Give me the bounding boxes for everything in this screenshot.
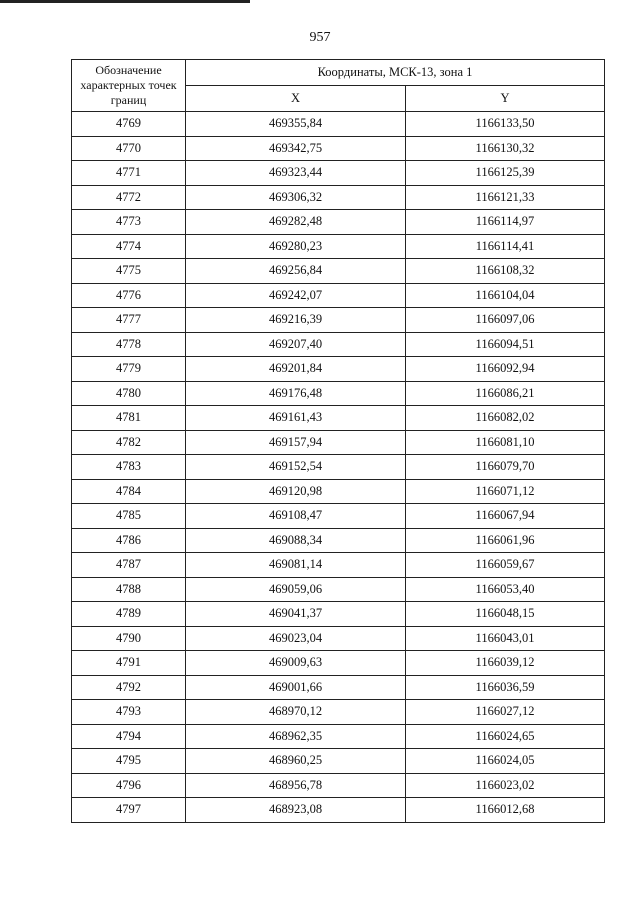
table-row bbox=[72, 112, 605, 137]
table-row bbox=[72, 430, 605, 455]
point-id-cell: 4781 bbox=[72, 406, 186, 431]
x-coordinate-cell: 469120,98 bbox=[186, 479, 406, 504]
point-id-cell: 4770 bbox=[72, 136, 186, 161]
point-id-cell: 4772 bbox=[72, 185, 186, 210]
y-coordinate-cell: 1166082,02 bbox=[406, 406, 605, 431]
table-row bbox=[72, 553, 605, 578]
point-id-cell: 4776 bbox=[72, 283, 186, 308]
point-id-cell: 4783 bbox=[72, 455, 186, 480]
table-row bbox=[72, 185, 605, 210]
x-coordinate-cell: 468970,12 bbox=[186, 700, 406, 725]
y-coordinate-cell: 1166039,12 bbox=[406, 651, 605, 676]
x-coordinate-cell: 469256,84 bbox=[186, 259, 406, 284]
point-id-cell: 4787 bbox=[72, 553, 186, 578]
x-coordinate-cell: 469157,94 bbox=[186, 430, 406, 455]
y-coordinate-cell: 1166079,70 bbox=[406, 455, 605, 480]
table-row bbox=[72, 332, 605, 357]
x-coordinate-cell: 469009,63 bbox=[186, 651, 406, 676]
point-id-cell: 4784 bbox=[72, 479, 186, 504]
point-id-cell: 4769 bbox=[72, 112, 186, 137]
y-coordinate-cell: 1166036,59 bbox=[406, 675, 605, 700]
y-coordinate-cell: 1166081,10 bbox=[406, 430, 605, 455]
table-row bbox=[72, 210, 605, 235]
x-coordinate-cell: 469059,06 bbox=[186, 577, 406, 602]
table-row bbox=[72, 602, 605, 627]
point-id-cell: 4794 bbox=[72, 724, 186, 749]
x-coordinate-cell: 469282,48 bbox=[186, 210, 406, 235]
point-id-cell: 4797 bbox=[72, 798, 186, 823]
y-coordinate-cell: 1166114,97 bbox=[406, 210, 605, 235]
y-coordinate-cell: 1166043,01 bbox=[406, 626, 605, 651]
scan-edge-line bbox=[0, 0, 250, 3]
point-id-cell: 4771 bbox=[72, 161, 186, 186]
table-row bbox=[72, 283, 605, 308]
y-coordinate-cell: 1166133,50 bbox=[406, 112, 605, 137]
y-coordinate-cell: 1166121,33 bbox=[406, 185, 605, 210]
table-row bbox=[72, 504, 605, 529]
table-row bbox=[72, 675, 605, 700]
table-row bbox=[72, 528, 605, 553]
y-coordinate-cell: 1166071,12 bbox=[406, 479, 605, 504]
x-coordinate-cell: 469207,40 bbox=[186, 332, 406, 357]
point-id-cell: 4774 bbox=[72, 234, 186, 259]
y-coordinate-cell: 1166130,32 bbox=[406, 136, 605, 161]
y-coordinate-cell: 1166053,40 bbox=[406, 577, 605, 602]
point-id-cell: 4775 bbox=[72, 259, 186, 284]
point-id-cell: 4789 bbox=[72, 602, 186, 627]
x-coordinate-cell: 468960,25 bbox=[186, 749, 406, 774]
point-id-cell: 4780 bbox=[72, 381, 186, 406]
y-coordinate-cell: 1166027,12 bbox=[406, 700, 605, 725]
page-number: 957 bbox=[309, 30, 331, 45]
table-row bbox=[72, 234, 605, 259]
table-row bbox=[72, 773, 605, 798]
point-id-cell: 4782 bbox=[72, 430, 186, 455]
point-id-cell: 4795 bbox=[72, 749, 186, 774]
x-coordinate-cell: 469001,66 bbox=[186, 675, 406, 700]
point-id-cell: 4773 bbox=[72, 210, 186, 235]
x-coordinate-cell: 469023,04 bbox=[186, 626, 406, 651]
y-coordinate-cell: 1166061,96 bbox=[406, 528, 605, 553]
x-coordinate-cell: 468923,08 bbox=[186, 798, 406, 823]
x-coordinate-cell: 469323,44 bbox=[186, 161, 406, 186]
point-id-cell: 4785 bbox=[72, 504, 186, 529]
table-row bbox=[72, 406, 605, 431]
y-coordinate-cell: 1166048,15 bbox=[406, 602, 605, 627]
point-id-cell: 4777 bbox=[72, 308, 186, 333]
table-row bbox=[72, 479, 605, 504]
y-coordinate-cell: 1166012,68 bbox=[406, 798, 605, 823]
x-coordinate-cell: 468956,78 bbox=[186, 773, 406, 798]
x-coordinate-cell: 469152,54 bbox=[186, 455, 406, 480]
y-coordinate-cell: 1166092,94 bbox=[406, 357, 605, 382]
table-row bbox=[72, 749, 605, 774]
point-id-cell: 4796 bbox=[72, 773, 186, 798]
x-coordinate-cell: 469161,43 bbox=[186, 406, 406, 431]
y-coordinate-cell: 1166094,51 bbox=[406, 332, 605, 357]
y-coordinate-cell: 1166104,04 bbox=[406, 283, 605, 308]
y-coordinate-cell: 1166024,05 bbox=[406, 749, 605, 774]
header-point-designation: Обозначение характерных точек границ bbox=[72, 60, 186, 112]
y-coordinate-cell: 1166059,67 bbox=[406, 553, 605, 578]
y-coordinate-cell: 1166024,65 bbox=[406, 724, 605, 749]
table-row bbox=[72, 455, 605, 480]
x-coordinate-cell: 469176,48 bbox=[186, 381, 406, 406]
header-coordinates: Координаты, МСК-13, зона 1 bbox=[186, 60, 605, 86]
y-coordinate-cell: 1166097,06 bbox=[406, 308, 605, 333]
table-row bbox=[72, 161, 605, 186]
point-id-cell: 4792 bbox=[72, 675, 186, 700]
x-coordinate-cell: 469306,32 bbox=[186, 185, 406, 210]
table-row bbox=[72, 651, 605, 676]
table-row bbox=[72, 626, 605, 651]
table-row bbox=[72, 381, 605, 406]
table-row bbox=[72, 798, 605, 823]
x-coordinate-cell: 469216,39 bbox=[186, 308, 406, 333]
x-coordinate-cell: 469108,47 bbox=[186, 504, 406, 529]
x-coordinate-cell: 469041,37 bbox=[186, 602, 406, 627]
point-id-cell: 4778 bbox=[72, 332, 186, 357]
point-id-cell: 4788 bbox=[72, 577, 186, 602]
y-coordinate-cell: 1166125,39 bbox=[406, 161, 605, 186]
table-row bbox=[72, 357, 605, 382]
header-y: Y bbox=[406, 86, 605, 112]
y-coordinate-cell: 1166114,41 bbox=[406, 234, 605, 259]
x-coordinate-cell: 469201,84 bbox=[186, 357, 406, 382]
coordinates-table bbox=[71, 59, 605, 823]
x-coordinate-cell: 469088,34 bbox=[186, 528, 406, 553]
table-row bbox=[72, 308, 605, 333]
table-row bbox=[72, 724, 605, 749]
header-x: X bbox=[186, 86, 406, 112]
table-row bbox=[72, 259, 605, 284]
y-coordinate-cell: 1166023,02 bbox=[406, 773, 605, 798]
x-coordinate-cell: 468962,35 bbox=[186, 724, 406, 749]
x-coordinate-cell: 469081,14 bbox=[186, 553, 406, 578]
point-id-cell: 4779 bbox=[72, 357, 186, 382]
x-coordinate-cell: 469355,84 bbox=[186, 112, 406, 137]
y-coordinate-cell: 1166108,32 bbox=[406, 259, 605, 284]
table-row bbox=[72, 577, 605, 602]
point-id-cell: 4791 bbox=[72, 651, 186, 676]
x-coordinate-cell: 469280,23 bbox=[186, 234, 406, 259]
y-coordinate-cell: 1166067,94 bbox=[406, 504, 605, 529]
x-coordinate-cell: 469242,07 bbox=[186, 283, 406, 308]
point-id-cell: 4790 bbox=[72, 626, 186, 651]
x-coordinate-cell: 469342,75 bbox=[186, 136, 406, 161]
y-coordinate-cell: 1166086,21 bbox=[406, 381, 605, 406]
point-id-cell: 4786 bbox=[72, 528, 186, 553]
point-id-cell: 4793 bbox=[72, 700, 186, 725]
table-row bbox=[72, 700, 605, 725]
table-row bbox=[72, 136, 605, 161]
